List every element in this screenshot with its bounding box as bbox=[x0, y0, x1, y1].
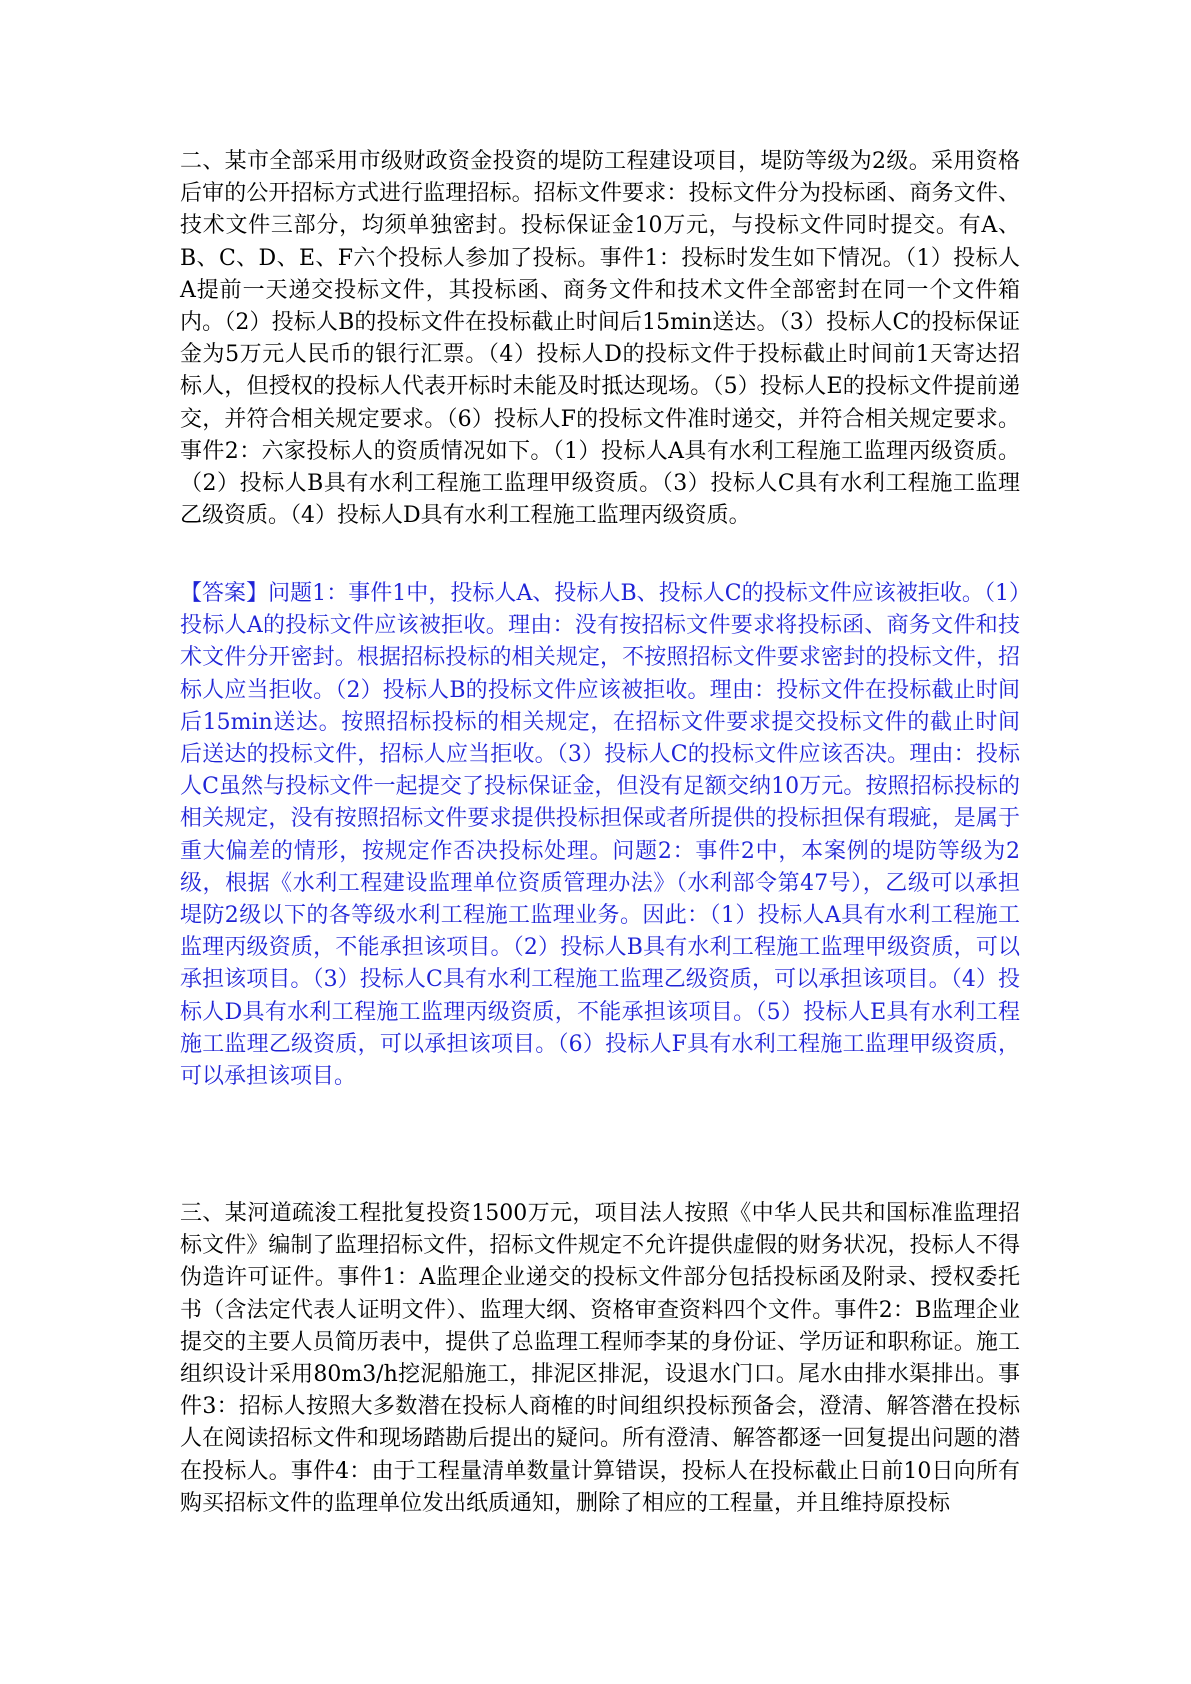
question-2-paragraph: 二、某市全部采用市级财政资金投资的堤防工程建设项目，堤防等级为2级。采用资格后审的公开招标方式进行监理招标。招标文件要求：投标文件分为投标函、商务文件、技术文件三部分，均须单独密封。投标保证金10万元，与投标文件同时提交。有A、B、C、D、E、F六个投标人参加了投标。事件1：投标时发生如下情况。（1）投标人A提前一天递交投标文件，其投标函、商务文件和技术文件全部密封在同一个文件箱内。（2）投标人B的投标文件在投标截止时间后15min送达。（3）投标人C的投标保证金为5万元人民币的银行汇票。（4）投标人D的投标文件于投标截止时间前1天寄达招标人，但授权的投标人代表开标时未能及时抵达现场。（5）投标人E的投标文件提前递交，并符合相关规定要求。（6）投标人F的投标文件准时递交，并符合相关规定要求。事件2：六家投标人的资质情况如下。（1）投标人A具有水利工程施工监理丙级资质。（2）投标人B具有水利工程施工监理甲级资质。（3）投标人C具有水利工程施工监理乙级资质。（4）投标人D具有水利工程施工监理丙级资质。 bbox=[180, 149, 1020, 529]
question-3-paragraph: 三、某河道疏浚工程批复投资1500万元，项目法人按照《中华人民共和国标准监理招标文件》编制了监理招标文件，招标文件规定不允许提供虚假的财务状况，投标人不得伪造许可证件。事件1：A监理企业递交的投标文件部分包括投标函及附录、授权委托书（含法定代表人证明文件）、监理大纲、资格审查资料四个文件。事件2：B监理企业提交的主要人员简历表中，提供了总监理工程师李某的身份证、学历证和职称证。施工组织设计采用80m3/h挖泥船施工，排泥区排泥，设退水门口。尾水由排水渠排出。事件3：招标人按照大多数潜在投标人商榷的时间组织投标预备会，澄清、解答潜在投标人在阅读招标文件和现场踏勘后提出的疑问。所有澄清、解答都逐一回复提出问题的潜在投标人。事件4：由于工程量清单数量计算错误，投标人在投标截止日前10日向所有购买招标文件的监理单位发出纸质通知，删除了相应的工程量，并且维持原投标 bbox=[180, 1201, 1020, 1516]
answer-2-paragraph: 【答案】问题1：事件1中，投标人A、投标人B、投标人C的投标文件应该被拒收。（1）投标人A的投标文件应该被拒收。理由：没有按招标文件要求将投标函、商务文件和技术文件分开密封。根据招标投标的相关规定，不按照招标文件要求密封的投标文件，招标人应当拒收。（2）投标人B的投标文件应该被拒收。理由：投标文件在投标截止时间后15min送达。按照招标投标的相关规定，在招标文件要求提交投标文件的截止时间后送达的投标文件，招标人应当拒收。（3）投标人C的投标文件应该否决。理由：投标人C虽然与投标文件一起提交了投标保证金，但没有足额交纳10万元。按照招标投标的相关规定，没有按照招标文件要求提供投标担保或者所提供的投标担保有瑕疵，是属于重大偏差的情形，按规定作否决投标处理。问题2：事件2中，本案例的堤防等级为2级，根据《水利工程建设监理单位资质管理办法》（水利部令第47号），乙级可以承担堤防2级以下的各等级水利工程施工监理业务。因此：（1）投标人A具有水利工程施工监理丙级资质，不能承担该项目。（2）投标人B具有水利工程施工监理甲级资质，可以承担该项目。（3）投标人C具有水利工程施工监理乙级资质，可以承担该项目。（4）投标人D具有水利工程施工监理丙级资质，不能承担该项目。（5）投标人E具有水利工程施工监理乙级资质，可以承担该项目。（6）投标人F具有水利工程施工监理甲级资质，可以承担该项目。 bbox=[180, 581, 1020, 1090]
